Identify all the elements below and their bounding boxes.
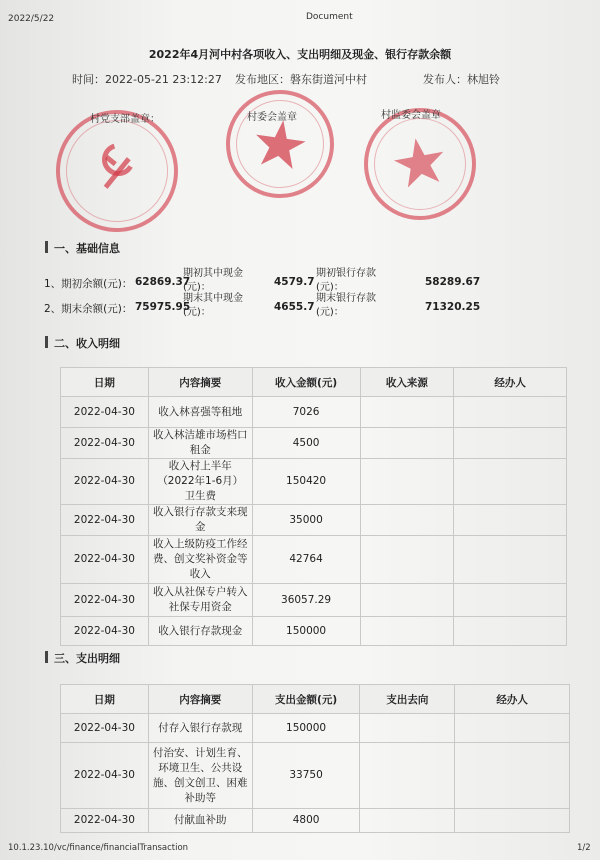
table-row — [61, 743, 570, 809]
opening-bank-value: 58289.67 — [425, 276, 481, 288]
expense-table — [60, 684, 570, 833]
date-cell: 2022-04-30 — [61, 584, 149, 617]
summary-cell: 收入银行存款支来现金 — [148, 505, 252, 536]
closing-bank-label: 期末银行存款(元)： — [316, 293, 376, 318]
handler-cell — [454, 397, 567, 428]
handler-cell — [454, 505, 567, 536]
date-cell: 2022-04-30 — [61, 428, 149, 459]
summary-cell: 收入林喜强等租地 — [148, 397, 252, 428]
village-committee-seal — [219, 83, 341, 205]
table-row — [61, 428, 567, 459]
document-label: Document — [306, 12, 353, 22]
handler-cell — [454, 584, 567, 617]
section-expense: 三、支出明细 — [54, 652, 120, 665]
expense-header-row — [61, 685, 570, 714]
column-header: 支出金额(元) — [252, 685, 360, 714]
handler-cell — [454, 617, 567, 646]
opening-balance-value: 62869.37 — [135, 276, 191, 288]
source-cell — [360, 536, 454, 584]
closing-cash-label: 期末其中现金(元)： — [183, 293, 243, 318]
income-header-row — [61, 368, 567, 397]
column-header: 收入来源 — [360, 368, 454, 397]
closing-balance-label: 2、期末余额(元)： — [44, 303, 133, 315]
section-marker — [45, 336, 48, 348]
table-row — [61, 584, 567, 617]
summary-cell: 收入林洁雄市场档口租金 — [148, 428, 252, 459]
table-row — [61, 536, 567, 584]
page-title: 2022年4月河中村各项收入、支出明细及现金、银行存款余额 — [148, 48, 452, 61]
source-cell — [360, 584, 454, 617]
summary-cell: 付献血补助 — [148, 809, 252, 833]
amount-cell: 42764 — [252, 536, 360, 584]
section-marker — [45, 651, 48, 663]
date-cell: 2022-04-30 — [61, 505, 149, 536]
publisher: 发布人：林旭铃 — [423, 73, 500, 86]
closing-bank-value: 71320.25 — [425, 301, 481, 313]
amount-cell: 7026 — [252, 397, 360, 428]
table-row — [61, 397, 567, 428]
publish-time: 时间：2022-05-21 23:12:27 — [72, 73, 222, 86]
column-header: 经办人 — [455, 685, 570, 714]
opening-cash-value: 4579.7 — [274, 276, 315, 288]
summary-cell: 收入上级防疫工作经费、创文奖补资金等收入 — [148, 536, 252, 584]
table-row — [61, 617, 567, 646]
table-row — [61, 714, 570, 743]
handler-cell — [454, 536, 567, 584]
column-header: 日期 — [61, 685, 149, 714]
opening-cash-label: 期初其中现金(元)： — [183, 268, 243, 293]
source-cell — [360, 428, 454, 459]
summary-cell: 付存入银行存款现 — [148, 714, 252, 743]
column-header: 内容摘要 — [148, 685, 252, 714]
table-row — [61, 809, 570, 833]
handler-cell — [455, 714, 570, 743]
amount-cell: 36057.29 — [252, 584, 360, 617]
table-row — [61, 505, 567, 536]
supervision-committee-seal-label: 村监委会盖章 — [381, 110, 441, 121]
date-cell: 2022-04-30 — [61, 397, 149, 428]
handler-cell — [454, 428, 567, 459]
destination-cell — [360, 743, 455, 809]
amount-cell: 150000 — [252, 714, 360, 743]
closing-cash-value: 4655.7 — [274, 301, 315, 313]
footer-url: 10.1.23.10/vc/finance/financialTransaction — [8, 843, 189, 853]
amount-cell: 150000 — [252, 617, 360, 646]
column-header: 日期 — [61, 368, 149, 397]
summary-cell: 收入银行存款现金 — [148, 617, 252, 646]
summary-cell: 付治安、计划生育、环境卫生、公共设施、创文创卫、困难补助等 — [148, 743, 252, 809]
date-cell: 2022-04-30 — [61, 743, 149, 809]
handler-cell — [455, 809, 570, 833]
column-header: 收入金额(元) — [252, 368, 360, 397]
date-cell: 2022-04-30 — [61, 809, 149, 833]
source-cell — [360, 505, 454, 536]
section-basic-info: 一、基础信息 — [54, 242, 120, 255]
party-branch-seal-label: 村党支部盖章： — [90, 114, 160, 125]
table-row — [61, 459, 567, 505]
summary-cell: 收入村上半年（2022年1-6月）卫生费 — [148, 459, 252, 505]
print-date: 2022/5/22 — [8, 14, 55, 24]
date-cell: 2022-04-30 — [61, 459, 149, 505]
date-cell: 2022-04-30 — [61, 536, 149, 584]
date-cell: 2022-04-30 — [61, 714, 149, 743]
amount-cell: 35000 — [252, 505, 360, 536]
amount-cell: 4800 — [252, 809, 360, 833]
destination-cell — [360, 809, 455, 833]
section-marker — [45, 241, 48, 253]
source-cell — [360, 459, 454, 505]
source-cell — [360, 397, 454, 428]
column-header: 内容摘要 — [148, 368, 252, 397]
closing-balance-value: 75975.95 — [135, 301, 191, 313]
amount-cell: 4500 — [252, 428, 360, 459]
column-header: 支出去向 — [360, 685, 455, 714]
opening-balance-label: 1、期初余额(元)： — [44, 278, 133, 290]
source-cell — [360, 617, 454, 646]
publish-region: 发布地区：磐东街道河中村 — [235, 73, 367, 86]
village-committee-seal-label: 村委会盖章 — [247, 112, 297, 123]
handler-cell — [455, 743, 570, 809]
handler-cell — [454, 459, 567, 505]
summary-cell: 收入从社保专户转入社保专用资金 — [148, 584, 252, 617]
income-table — [60, 367, 567, 646]
section-income: 二、收入明细 — [54, 337, 120, 350]
date-cell: 2022-04-30 — [61, 617, 149, 646]
amount-cell: 150420 — [252, 459, 360, 505]
amount-cell: 33750 — [252, 743, 360, 809]
column-header: 经办人 — [454, 368, 567, 397]
opening-bank-label: 期初银行存款(元)： — [316, 268, 376, 293]
destination-cell — [360, 714, 455, 743]
page-number: 1/2 — [577, 843, 591, 853]
